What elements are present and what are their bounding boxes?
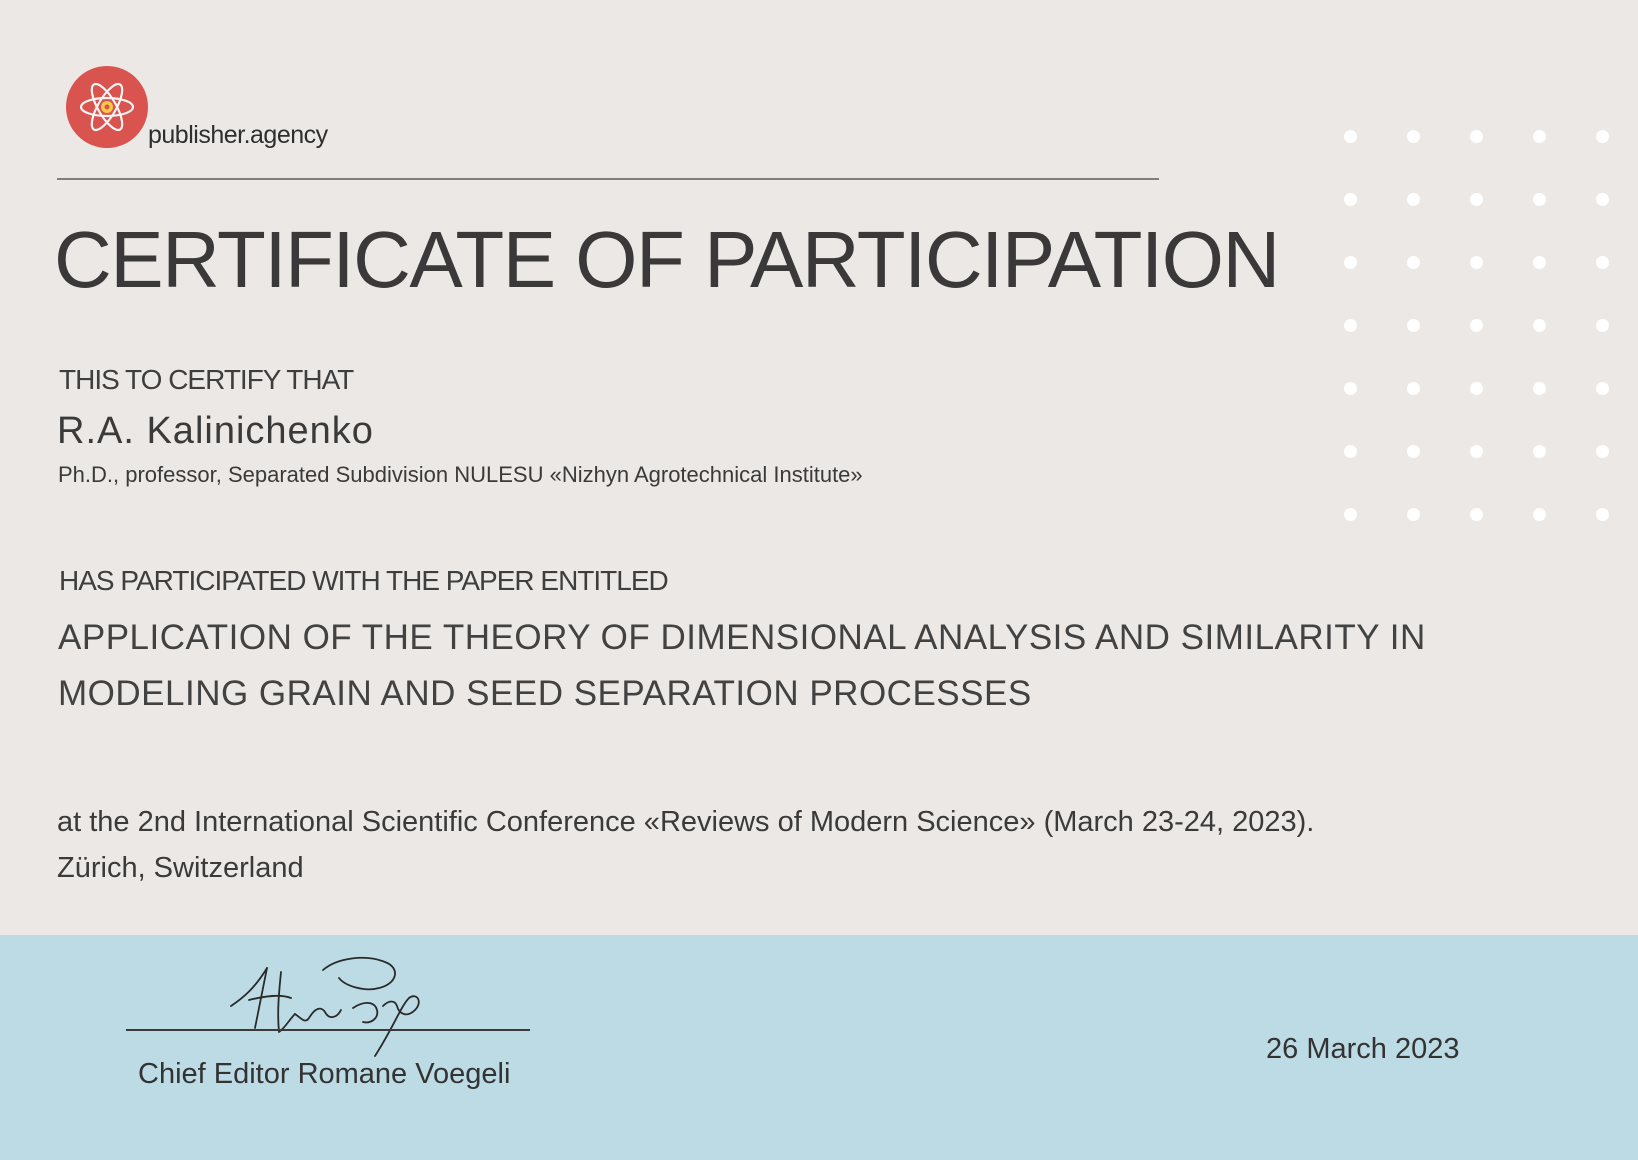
paper-title-line: APPLICATION OF THE THEORY OF DIMENSIONAL ANALYSIS AND SIMILARITY IN xyxy=(58,618,1426,657)
decorative-dot xyxy=(1533,256,1546,269)
signatory-caption: Chief Editor Romane Voegeli xyxy=(138,1058,511,1090)
decorative-dot xyxy=(1596,256,1609,269)
atom-logo-icon xyxy=(66,66,148,148)
decorative-dot xyxy=(1533,193,1546,206)
recipient-name: R.A. Kalinichenko xyxy=(57,410,374,452)
decorative-dot xyxy=(1470,508,1483,521)
certify-label: THIS TO CERTIFY THAT xyxy=(59,364,354,395)
decorative-dot xyxy=(1470,256,1483,269)
header-divider xyxy=(57,178,1159,180)
decorative-dot xyxy=(1407,256,1420,269)
decorative-dot xyxy=(1344,193,1357,206)
conference-location: Zürich, Switzerland xyxy=(57,852,304,884)
decorative-dot xyxy=(1596,445,1609,458)
conference-line: at the 2nd International Scientific Conference «Reviews of Modern Science» (March 23-24, 2023). xyxy=(57,806,1315,838)
recipient-affiliation: Ph.D., professor, Separated Subdivision NULESU «Nizhyn Agrotechnical Institute» xyxy=(58,462,863,487)
decorative-dot xyxy=(1470,445,1483,458)
decorative-dot xyxy=(1596,319,1609,332)
decorative-dot xyxy=(1344,130,1357,143)
decorative-dot-grid xyxy=(1344,130,1620,522)
decorative-dot xyxy=(1407,382,1420,395)
decorative-dot xyxy=(1533,319,1546,332)
decorative-dot xyxy=(1407,508,1420,521)
decorative-dot xyxy=(1407,445,1420,458)
decorative-dot xyxy=(1596,508,1609,521)
decorative-dot xyxy=(1407,319,1420,332)
decorative-dot xyxy=(1344,319,1357,332)
paper-title-line: MODELING GRAIN AND SEED SEPARATION PROCESSES xyxy=(58,674,1032,713)
decorative-dot xyxy=(1470,382,1483,395)
decorative-dot xyxy=(1533,130,1546,143)
certificate-title: CERTIFICATE OF PARTICIPATION xyxy=(54,215,1279,304)
issue-date: 26 March 2023 xyxy=(1266,1033,1460,1065)
decorative-dot xyxy=(1344,382,1357,395)
decorative-dot xyxy=(1596,193,1609,206)
decorative-dot xyxy=(1470,319,1483,332)
participated-label: HAS PARTICIPATED WITH THE PAPER ENTITLED xyxy=(59,565,668,596)
decorative-dot xyxy=(1533,508,1546,521)
handwritten-signature xyxy=(225,948,445,1060)
decorative-dot xyxy=(1407,193,1420,206)
decorative-dot xyxy=(1344,508,1357,521)
decorative-dot xyxy=(1596,382,1609,395)
conference-info xyxy=(57,799,1557,891)
paper-title xyxy=(58,610,1498,722)
decorative-dot xyxy=(1533,382,1546,395)
decorative-dot xyxy=(1344,445,1357,458)
decorative-dot xyxy=(1470,130,1483,143)
decorative-dot xyxy=(1596,130,1609,143)
decorative-dot xyxy=(1407,130,1420,143)
signature-line xyxy=(126,1029,530,1031)
decorative-dot xyxy=(1533,445,1546,458)
decorative-dot xyxy=(1344,256,1357,269)
decorative-dot xyxy=(1470,193,1483,206)
brand-name: publisher.agency xyxy=(148,121,328,149)
